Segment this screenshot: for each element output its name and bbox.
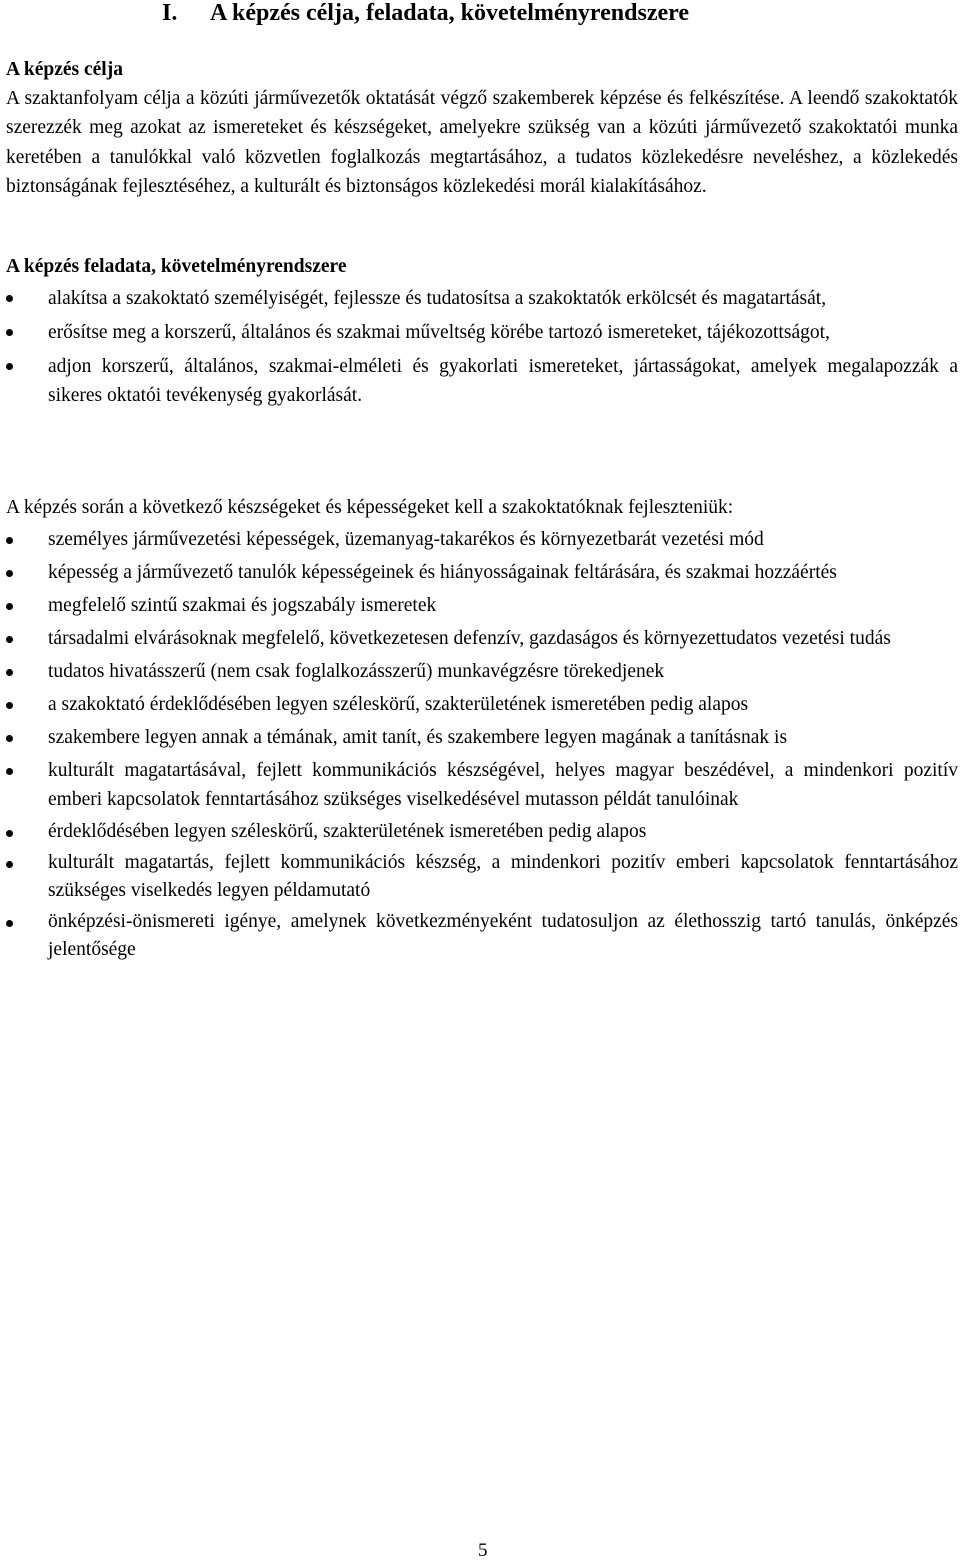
chapter-number: I. xyxy=(162,0,178,26)
list-item: képesség a járművezető tanulók képességeinek és hiányosságainak feltárására, és szakmai hozzáértés xyxy=(6,558,958,587)
list-item: kulturált magatartásával, fejlett kommunikációs készségével, helyes magyar beszédével, a mindenkori pozitív emberi kapcsolatok fenntartásához szükséges viselkedésével mutasson példát tanulóinak xyxy=(6,756,958,814)
goal-paragraph: A szaktanfolyam célja a közúti járművezetők oktatását végző szakemberek képzése és felkészítése. A leendő szakoktatók szerezzék meg azokat az ismereteket és készségeket, amelyekre szükség van a közúti járművezető szakoktatói munka keretében a tanulókkal való közvetlen foglalkozás megtartásához, a tudatos közlekedésre neveléshez, a közlekedés biztonságának fejlesztéséhez, a kulturált és biztonságos közlekedési morál kialakításához. xyxy=(6,88,958,198)
list-item: önképzési-önismereti igénye, amelynek következményeként tudatosuljon az élethosszig tartó tanulás, önképzés jelentősége xyxy=(6,908,958,964)
section-heading-goal: A képzés célja xyxy=(6,59,123,80)
section-tasks xyxy=(6,252,958,415)
skills-intro: A képzés során a következő készségeket és képességeket kell a szakoktatóknak fejleszteniük: xyxy=(6,497,734,518)
chapter-title-text: A képzés célja, feladata, követelményrendszere xyxy=(210,0,690,26)
list-item: erősítse meg a korszerű, általános és szakmai műveltség körébe tartozó ismereteket, tájékozottságot, xyxy=(6,318,958,347)
section-goal xyxy=(6,55,958,202)
list-item: a szakoktató érdeklődésében legyen széleskörű, szakterületének ismeretében pedig alapos xyxy=(6,690,958,719)
list-item: szakembere legyen annak a témának, amit tanít, és szakembere legyen magának a tanításnak is xyxy=(6,723,958,752)
section-heading-tasks: A képzés feladata, követelményrendszere xyxy=(6,256,347,277)
list-item: kulturált magatartás, fejlett kommunikációs készség, a mindenkori pozitív emberi kapcsolatok fenntartásához szükséges viselkedés legyen példamutató xyxy=(6,849,958,905)
chapter-title xyxy=(162,0,689,28)
list-item: érdeklődésében legyen széleskörű, szakterületének ismeretében pedig alapos xyxy=(6,818,958,846)
list-item: személyes járművezetési képességek, üzemanyag-takarékos és környezetbarát vezetési mód xyxy=(6,525,958,554)
page-number: 5 xyxy=(478,1540,488,1561)
list-item: tudatos hivatásszerű (nem csak foglalkozásszerű) munkavégzésre törekedjenek xyxy=(6,657,958,686)
section-skills xyxy=(6,493,958,967)
skills-list xyxy=(6,525,958,964)
list-item: társadalmi elvárásoknak megfelelő, következetesen defenzív, gazdaságos és környezettudatos vezetési tudás xyxy=(6,624,958,653)
list-item: megfelelő szintű szakmai és jogszabály ismeretek xyxy=(6,591,958,620)
tasks-list xyxy=(6,284,958,410)
list-item: adjon korszerű, általános, szakmai-elméleti és gyakorlati ismereteket, jártasságokat, amelyek megalapozzák a sikeres oktatói tevékenység gyakorlását. xyxy=(6,352,958,410)
list-item: alakítsa a szakoktató személyiségét, fejlessze és tudatosítsa a szakoktatók erkölcsét és magatartását, xyxy=(6,284,958,313)
